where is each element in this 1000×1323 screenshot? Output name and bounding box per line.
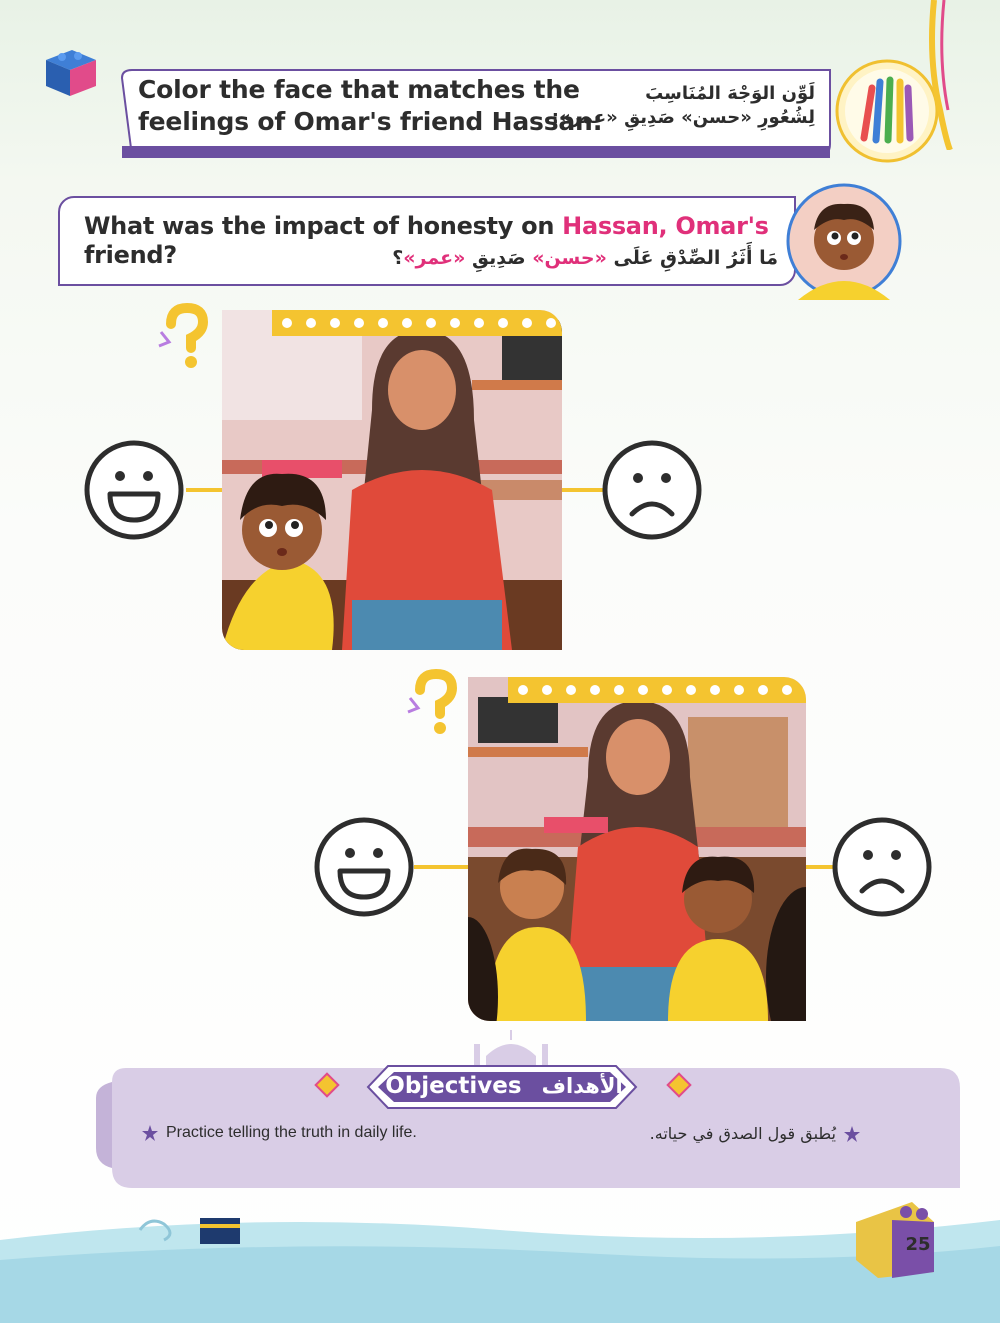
instruction-arabic-line2: لِشُعُورِ «حسن» صَدِيقِ «عمر»:	[551, 107, 815, 129]
objective-item-en	[142, 1124, 417, 1142]
star-bullet-icon	[142, 1125, 158, 1141]
diamond-ornament-icon	[312, 1070, 342, 1100]
question-arabic	[380, 246, 778, 271]
strip-dot	[498, 318, 508, 328]
question-text: What was the impact of honesty on	[84, 212, 563, 240]
question-highlight: Hassan, Omar's	[562, 212, 769, 240]
strip-dot	[782, 685, 792, 695]
strip-dot	[518, 685, 528, 695]
question-text-end: friend?	[84, 240, 177, 269]
star-bullet-icon	[844, 1126, 860, 1142]
strip-dot	[546, 318, 556, 328]
strip-dot	[566, 685, 576, 695]
objective-item-en-text: Practice telling the truth in daily life.	[166, 1124, 417, 1141]
question-ar-name1: «حسن»	[532, 247, 607, 269]
footer-wave	[0, 1200, 1000, 1323]
connector-line	[186, 488, 226, 492]
dot-strip	[272, 310, 562, 336]
strip-dot	[710, 685, 720, 695]
toy-block-icon	[38, 42, 102, 98]
strip-dot	[330, 318, 340, 328]
sad-face-icon[interactable]	[600, 438, 704, 542]
connector-line	[414, 865, 470, 869]
strip-dot	[354, 318, 364, 328]
happy-face-icon[interactable]	[312, 815, 416, 919]
strip-dot	[614, 685, 624, 695]
instruction-arabic-line1: لَوِّن الوَجْهَ المُنَاسِبَ	[645, 83, 815, 104]
diamond-ornament-icon	[664, 1070, 694, 1100]
boy-avatar-icon	[778, 182, 910, 300]
strip-dot	[522, 318, 532, 328]
sad-face-icon[interactable]	[830, 815, 934, 919]
strip-dot	[734, 685, 744, 695]
strip-dot	[758, 685, 768, 695]
question-ar-end: ؟	[392, 247, 404, 269]
objectives-title-ar: الأهداف	[541, 1074, 623, 1098]
strip-dot	[426, 318, 436, 328]
question-mark-icon	[155, 302, 215, 372]
dot-strip	[508, 677, 806, 703]
strip-dot	[686, 685, 696, 695]
question-ar-middle: صَدِيقِ	[465, 247, 533, 269]
strip-dot	[474, 318, 484, 328]
connector-line	[558, 488, 604, 492]
strip-dot	[450, 318, 460, 328]
instruction-arabic	[530, 82, 815, 131]
kaaba-icon	[200, 1218, 240, 1244]
strip-dot	[662, 685, 672, 695]
strip-dot	[306, 318, 316, 328]
question-ar-name2: «عمر»	[403, 247, 466, 269]
strip-dot	[282, 318, 292, 328]
strip-dot	[542, 685, 552, 695]
strip-dot	[638, 685, 648, 695]
objectives-title-en: Objectives	[385, 1073, 522, 1099]
happy-face-icon[interactable]	[82, 438, 186, 542]
decorative-ribbon	[920, 0, 960, 150]
question-ar-text: مَا أَثَرُ الصِّدْقِ عَلَى	[606, 247, 778, 269]
objective-item-ar	[560, 1124, 860, 1143]
objectives-title	[384, 1071, 624, 1101]
strip-dot	[402, 318, 412, 328]
instruction-english: Color the face that matches the feelings of Omar's friend Hassan:	[138, 75, 603, 136]
scene-illustration-2	[468, 677, 806, 1021]
strip-dot	[590, 685, 600, 695]
scene-illustration-1	[222, 310, 562, 650]
page-number: 25	[905, 1234, 931, 1255]
objective-item-ar-text: يُطبق قول الصدق في حياته.	[649, 1124, 836, 1143]
strip-dot	[378, 318, 388, 328]
question-mark-icon	[404, 668, 464, 738]
